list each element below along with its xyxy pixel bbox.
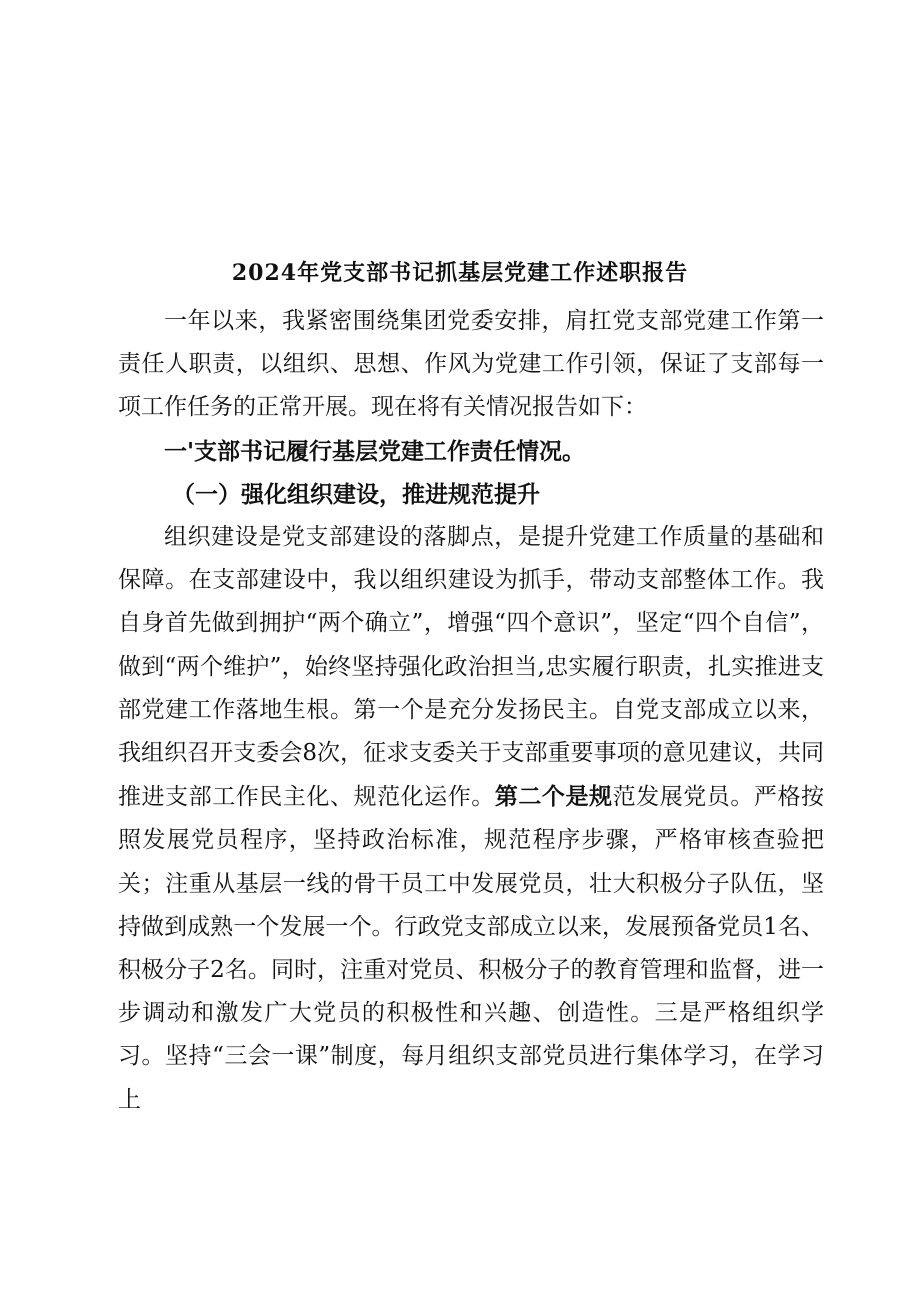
section-heading: 一'支部书记履行基层党建工作责任情况。: [164, 437, 586, 465]
paragraph-text-part2: 范发展党员。严格按照发展党员程序，坚持政治标准，规范程序步骤，严格审核查验把关；注重从基层一线的骨干员工中发展党员，壮大积极分子队伍，坚持做到成熟一个发展一个。行政党支部成立以来，发展预备党员1名、积极分子2名。同时，注重对党员、积极分子的教育管理和监督，进一步调动和激发广大党员的积极性和兴趣、创造性。三是严格组织学习。坚持“三会一课”制度，每月组织支部党员进行集体学习，在学习上: [118, 784, 825, 1113]
paragraph-text-part1: 组织建设是党支部建设的落脚点，是提升党建工作质量的基础和保障。在支部建设中，我以组织建设为抓手，带动支部整体工作。我自身首先做到拥护“两个确立”，增强“四个意识”，坚定“四个自信”，做到“两个维护”，始终坚持强化政治担当,忠实履行职责，扎实推进支部党建工作落地生根。第一个是充分发扬民主。自党支部成立以来，我组织召开支委会8次，征求支委关于支部重要事项的意见建议，共同推进支部工作民主化、规范化运作。: [118, 524, 824, 811]
intro-paragraph: 一年以来，我紧密围绕集团党委安排，肩扛党支部党建工作第一责任人职责，以组织、思想、作风为党建工作引领，保证了支部每一项工作任务的正常开展。现在将有关情况报告如下：: [118, 308, 824, 421]
subsection-heading: （一）强化组织建设，推进规范提升: [172, 480, 540, 508]
paragraph-bold-text: 第二个是规: [494, 783, 613, 811]
document-title: 2024年党支部书记抓基层党建工作述职报告: [231, 260, 689, 286]
body-paragraph: [118, 516, 824, 1122]
document-body: [118, 300, 824, 1122]
